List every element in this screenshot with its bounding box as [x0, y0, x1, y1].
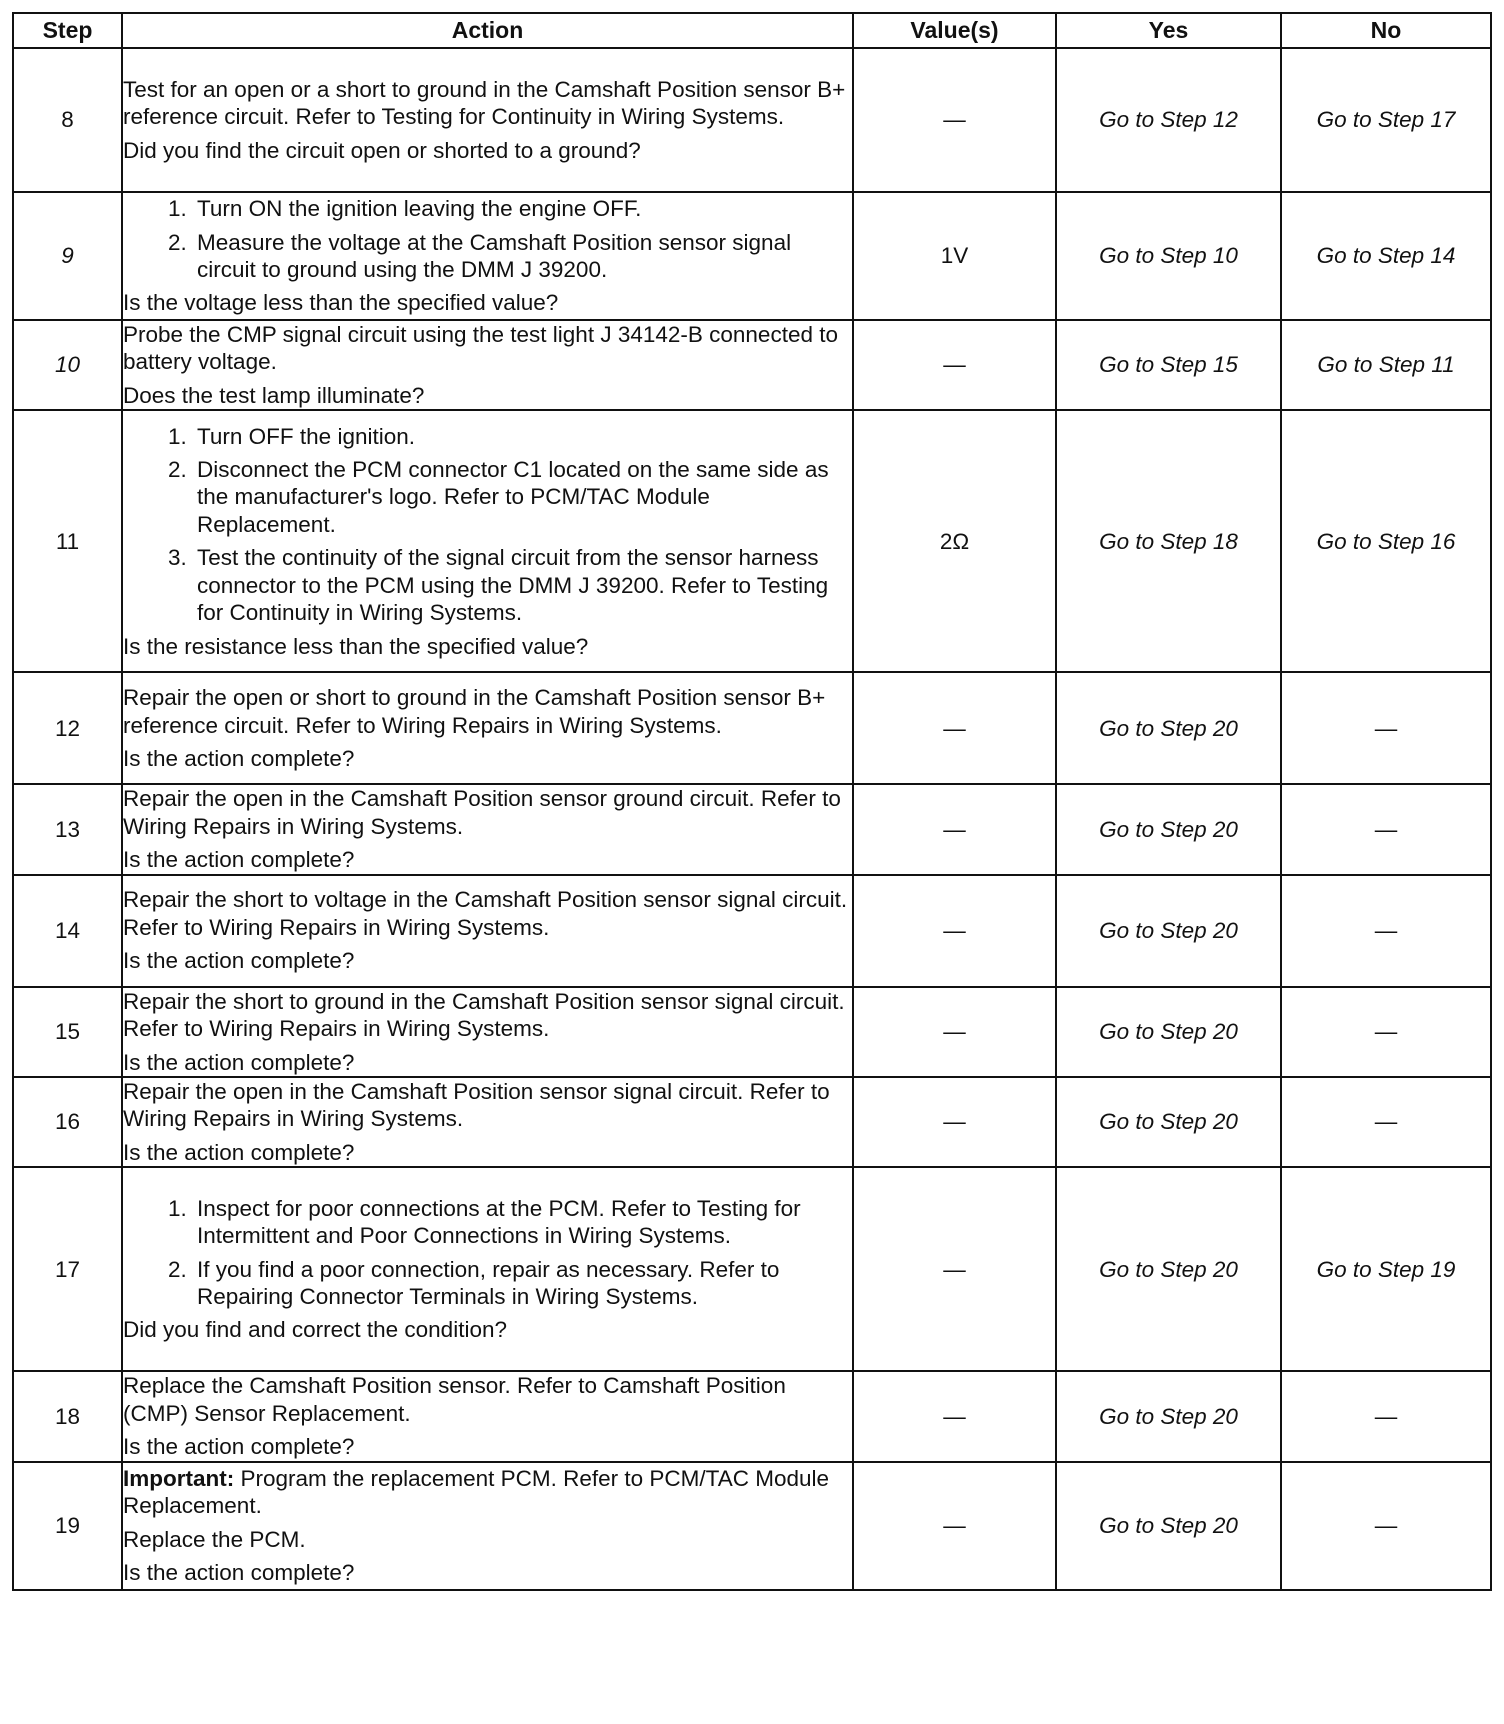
no-cell: — — [1281, 1077, 1491, 1167]
action-cell — [122, 1077, 853, 1167]
step-number-text: 14 — [54, 917, 81, 943]
step-number — [13, 672, 122, 784]
table-row — [13, 1167, 1491, 1371]
table-row — [13, 320, 1491, 410]
action-question: Is the action complete? — [123, 1560, 355, 1585]
action-question: Is the resistance less than the specified value? — [123, 633, 589, 659]
step-number — [13, 48, 122, 192]
value-cell: — — [853, 1462, 1056, 1590]
action-steps-list — [123, 1195, 852, 1311]
step-number-text: 9 — [61, 243, 74, 269]
action-cell — [122, 987, 853, 1077]
action-cell — [122, 1462, 853, 1590]
step-number — [13, 410, 122, 672]
table-row — [13, 987, 1491, 1077]
action-text: Probe the CMP signal circuit using the test light J 34142-B connected to battery voltage. — [123, 322, 838, 375]
action-question: Is the action complete? — [123, 746, 355, 772]
important-label: Important: — [123, 1465, 235, 1491]
important-note — [123, 1465, 852, 1520]
header-step: Step — [13, 13, 122, 48]
step-number — [13, 320, 122, 410]
step-number-text: 10 — [54, 352, 81, 378]
step-number-text: 15 — [54, 1019, 81, 1045]
action-steps-list — [123, 195, 852, 283]
value-cell: — — [853, 1167, 1056, 1371]
step-number — [13, 784, 122, 874]
step-number-text: 13 — [54, 816, 81, 842]
action-question: Is the action complete? — [123, 847, 355, 873]
action-question: Does the test lamp illuminate? — [123, 382, 425, 408]
header-action: Action — [122, 13, 853, 48]
no-cell: Go to Step 16 — [1281, 410, 1491, 672]
yes-cell: Go to Step 18 — [1056, 410, 1281, 672]
yes-cell: Go to Step 20 — [1056, 987, 1281, 1077]
no-cell: Go to Step 11 — [1281, 320, 1491, 410]
no-cell: Go to Step 19 — [1281, 1167, 1491, 1371]
action-cell — [122, 784, 853, 874]
action-cell — [122, 672, 853, 784]
value-cell: — — [853, 672, 1056, 784]
important-text: Program the replacement PCM. Refer to PCM/TAC Module Replacement. — [123, 1465, 836, 1519]
step-number — [13, 1371, 122, 1461]
no-cell: — — [1281, 1371, 1491, 1461]
step-number — [13, 1167, 122, 1371]
step-number-text: 17 — [54, 1256, 81, 1282]
step-number — [13, 1462, 122, 1590]
table-row — [13, 48, 1491, 192]
action-steps-list — [123, 423, 852, 627]
yes-cell: Go to Step 20 — [1056, 1371, 1281, 1461]
action-step-item: 2. Measure the voltage at the Camshaft Position sensor signal circuit to ground using the DMM J 39200. — [193, 229, 852, 284]
value-cell: — — [853, 1077, 1056, 1167]
action-question: Did you find the circuit open or shorted to a ground? — [123, 137, 641, 163]
value-cell: 2Ω — [853, 410, 1056, 672]
yes-cell: Go to Step 20 — [1056, 672, 1281, 784]
action-step-item: 1. Turn ON the ignition leaving the engine OFF. — [193, 195, 852, 222]
header-values: Value(s) — [853, 13, 1056, 48]
no-cell: — — [1281, 987, 1491, 1077]
action-cell — [122, 1371, 853, 1461]
value-cell: — — [853, 875, 1056, 987]
yes-cell: Go to Step 20 — [1056, 784, 1281, 874]
value-cell: — — [853, 48, 1056, 192]
step-number — [13, 1077, 122, 1167]
no-cell: Go to Step 17 — [1281, 48, 1491, 192]
action-cell — [122, 320, 853, 410]
table-row — [13, 672, 1491, 784]
step-number-text: 16 — [54, 1109, 81, 1135]
value-cell: — — [853, 784, 1056, 874]
table-row — [13, 1077, 1491, 1167]
action-question: Is the voltage less than the specified value? — [123, 290, 559, 316]
table-row — [13, 410, 1491, 672]
header-row — [13, 13, 1491, 48]
action-text: Repair the open or short to ground in the Camshaft Position sensor B+ reference circuit. Refer to Wiring Repairs in Wiring Systems. — [123, 685, 826, 738]
action-text: Test for an open or a short to ground in the Camshaft Position sensor B+ reference circuit. Refer to Testing for Continuity in Wiring Systems. — [123, 76, 846, 130]
step-number — [13, 987, 122, 1077]
action-text: Repair the open in the Camshaft Position sensor ground circuit. Refer to Wiring Repairs in Wiring Systems. — [123, 786, 841, 839]
no-cell: — — [1281, 784, 1491, 874]
action-cell — [122, 1167, 853, 1371]
action-step-item: 2. Disconnect the PCM connector C1 located on the same side as the manufacturer's logo. Refer to PCM/TAC Module Replacement. — [193, 456, 852, 538]
action-question: Is the action complete? — [123, 1139, 355, 1165]
yes-cell: Go to Step 20 — [1056, 1462, 1281, 1590]
action-question: Is the action complete? — [123, 948, 355, 974]
step-number-text: 18 — [54, 1403, 81, 1429]
value-cell: 1V — [853, 192, 1056, 320]
action-step-item: 3. Test the continuity of the signal circuit from the sensor harness connector to the PCM using the DMM J 39200. Refer to Testing for Continuity in Wiring Systems. — [193, 544, 852, 626]
header-yes: Yes — [1056, 13, 1281, 48]
step-number-text: 19 — [54, 1512, 81, 1538]
table-row — [13, 1371, 1491, 1461]
table-body — [13, 48, 1491, 1590]
action-text: Replace the PCM. — [123, 1526, 306, 1552]
action-text: Repair the short to ground in the Camshaft Position sensor signal circuit. Refer to Wiring Repairs in Wiring Systems. — [123, 988, 845, 1042]
table-row — [13, 192, 1491, 320]
action-cell — [122, 410, 853, 672]
action-text: Repair the short to voltage in the Camshaft Position sensor signal circuit. Refer to Wiring Repairs in Wiring Systems. — [123, 887, 848, 940]
yes-cell: Go to Step 10 — [1056, 192, 1281, 320]
value-cell: — — [853, 320, 1056, 410]
table-row — [13, 875, 1491, 987]
step-number-text: 11 — [55, 528, 80, 554]
no-cell: — — [1281, 1462, 1491, 1590]
action-cell — [122, 875, 853, 987]
action-cell — [122, 192, 853, 320]
yes-cell: Go to Step 20 — [1056, 1167, 1281, 1371]
yes-cell: Go to Step 12 — [1056, 48, 1281, 192]
header-no: No — [1281, 13, 1491, 48]
step-number — [13, 192, 122, 320]
table-header — [13, 13, 1491, 48]
no-cell: — — [1281, 672, 1491, 784]
step-number — [13, 875, 122, 987]
step-number-text: 8 — [61, 107, 74, 133]
action-question: Is the action complete? — [123, 1434, 355, 1460]
yes-cell: Go to Step 20 — [1056, 875, 1281, 987]
action-question: Did you find and correct the condition? — [123, 1317, 507, 1343]
action-text: Repair the open in the Camshaft Position sensor signal circuit. Refer to Wiring Repairs in Wiring Systems. — [123, 1078, 830, 1132]
action-step-item: 1. Turn OFF the ignition. — [193, 423, 852, 450]
action-text: Replace the Camshaft Position sensor. Refer to Camshaft Position (CMP) Sensor Replacement. — [123, 1373, 786, 1426]
action-step-item: 2. If you find a poor connection, repair as necessary. Refer to Repairing Connector Terminals in Wiring Systems. — [193, 1256, 852, 1311]
action-step-item: 1. Inspect for poor connections at the PCM. Refer to Testing for Intermittent and Poor Connections in Wiring Systems. — [193, 1195, 852, 1250]
table-row — [13, 784, 1491, 874]
yes-cell: Go to Step 15 — [1056, 320, 1281, 410]
no-cell: Go to Step 14 — [1281, 192, 1491, 320]
yes-cell: Go to Step 20 — [1056, 1077, 1281, 1167]
action-cell — [122, 48, 853, 192]
no-cell: — — [1281, 875, 1491, 987]
value-cell: — — [853, 987, 1056, 1077]
table-row — [13, 1462, 1491, 1590]
value-cell: — — [853, 1371, 1056, 1461]
diagnostic-table — [12, 12, 1492, 1591]
step-number-text: 12 — [54, 715, 81, 741]
action-question: Is the action complete? — [123, 1049, 355, 1075]
